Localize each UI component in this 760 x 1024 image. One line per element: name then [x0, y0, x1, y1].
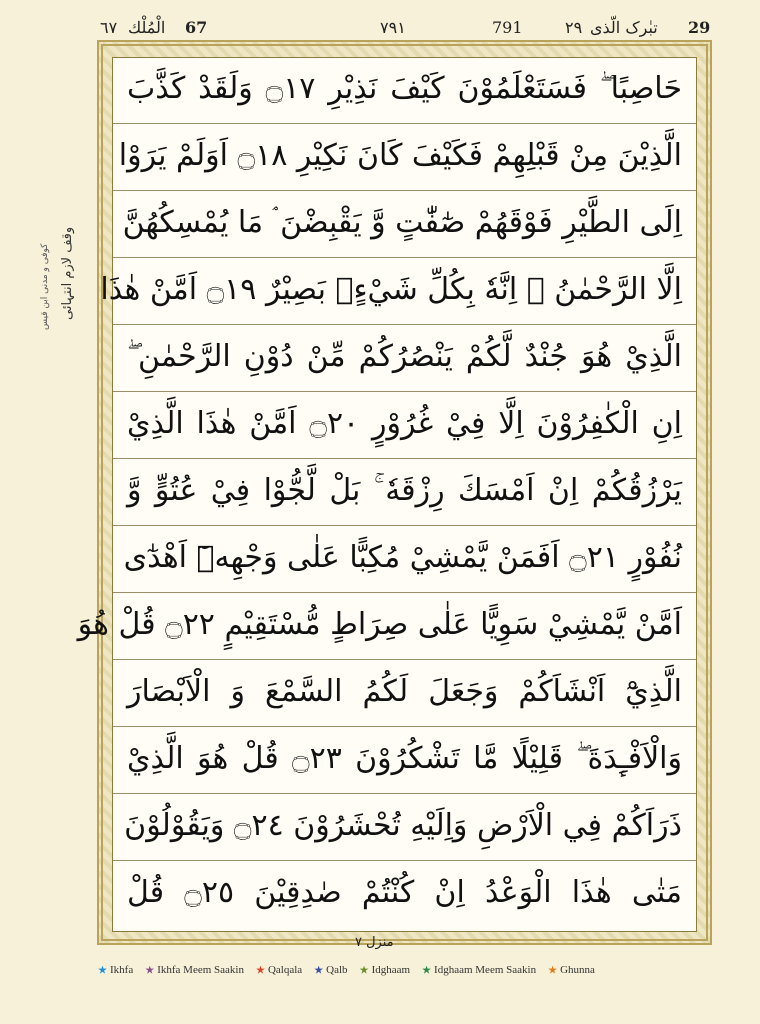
legend-item: Qalqala [256, 964, 302, 976]
page-header [0, 0, 760, 44]
surah-name: الْمُلْك [128, 18, 166, 37]
verse-line: مَتٰى هٰذَا الْوَعْدُ اِنْ كُنْتُمْ صٰدِقِيْنَ ۝٢٥ قُلْ [127, 875, 682, 910]
verse-line: اِلَى الطَّيْرِ فَوْقَهُمْ صٰٓفّٰتٍ وَّ يَقْبِضْنَ ۘ مَا يُمْسِكُهُنَّ [113, 192, 696, 258]
legend-item: Qalb [314, 964, 347, 976]
manzil-marker: منزل ٧ [355, 935, 394, 950]
tajweed-legend [98, 960, 708, 980]
star-icon [548, 966, 557, 975]
margin-note: وقف لازم انتہائی [60, 226, 75, 320]
star-icon [360, 966, 369, 975]
verse-panel [77, 57, 697, 932]
legend-item: Ikhfa Meem Saakin [145, 964, 244, 976]
juz-number-arabic: ٢٩ [565, 18, 583, 37]
verse-line: اَمَّنْ يَّمْشِيْ سَوِيًّا عَلٰى صِرَاطٍ مُّسْتَقِيْمٍ ۝٢٢ قُلْ هُوَ [113, 594, 696, 660]
verse-line: وَالْاَفْـِٕدَةَ ۖ قَلِيْلًا مَّا تَشْكُرُوْنَ ۝٢٣ قُلْ هُوَ الَّذِيْ [113, 728, 696, 794]
verse-line: نُفُوْرٍ ۝٢١ اَفَمَنْ يَّمْشِيْ مُكِبًّا عَلٰى وَجْهِهٖٓ اَهْدٰٓى [113, 527, 696, 593]
verse-line: اِلَّا الرَّحْمٰنُ ۖ اِنَّهٗ بِكُلِّ شَيْءٍۢ بَصِيْرٌ ۝١٩ اَمَّنْ هٰذَا [113, 259, 696, 325]
star-icon [145, 966, 154, 975]
star-icon [256, 966, 265, 975]
page-number: 791 [492, 18, 523, 37]
verse-line: يَرْزُقُكُمْ اِنْ اَمْسَكَ رِزْقَهٗ ۚ بَلْ لَّجُّوْا فِيْ عُتُوٍّ وَّ [113, 460, 696, 526]
surah-number: 67 [185, 18, 208, 37]
surah-number-arabic: ٦٧ [100, 18, 118, 37]
star-icon [314, 966, 323, 975]
star-icon [98, 966, 107, 975]
legend-item: Ghunna [548, 964, 595, 976]
legend-item: Ikhfa [98, 964, 133, 976]
verse-line: الَّذِيْٓ اَنْشَاَكُمْ وَجَعَلَ لَكُمُ السَّمْعَ وَ الْاَبْصَارَ [113, 661, 696, 727]
verse-line: الَّذِيْنَ مِنْ قَبْلِهِمْ فَكَيْفَ كَانَ نَكِيْرِ ۝١٨ اَوَلَمْ يَرَوْا [113, 125, 696, 191]
juz-name: تبٰرک الّذی [590, 18, 658, 37]
verse-line: حَاصِبًا ۖ فَسَتَعْلَمُوْنَ كَيْفَ نَذِيْرِ ۝١٧ وَلَقَدْ كَذَّبَ [113, 58, 696, 124]
star-icon [422, 966, 431, 975]
legend-item: Idghaam [360, 964, 410, 976]
verse-line: اِنِ الْكٰفِرُوْنَ اِلَّا فِيْ غُرُوْرٍ ۝٢٠ اَمَّنْ هٰذَا الَّذِيْ [113, 393, 696, 459]
margin-subnote: کوفی و مدنی ابن قیس [40, 243, 50, 330]
page-number-arabic: ٧٩١ [380, 18, 406, 37]
legend-item: Idghaam Meem Saakin [422, 964, 536, 976]
verse-line: ذَرَاَكُمْ فِي الْاَرْضِ وَاِلَيْهِ تُحْشَرُوْنَ ۝٢٤ وَيَقُوْلُوْنَ [113, 795, 696, 861]
juz-number: 29 [688, 18, 711, 37]
verse-line: الَّذِيْ هُوَ جُنْدٌ لَّكُمْ يَنْصُرُكُمْ مِّنْ دُوْنِ الرَّحْمٰنِ ۖ [113, 326, 696, 392]
